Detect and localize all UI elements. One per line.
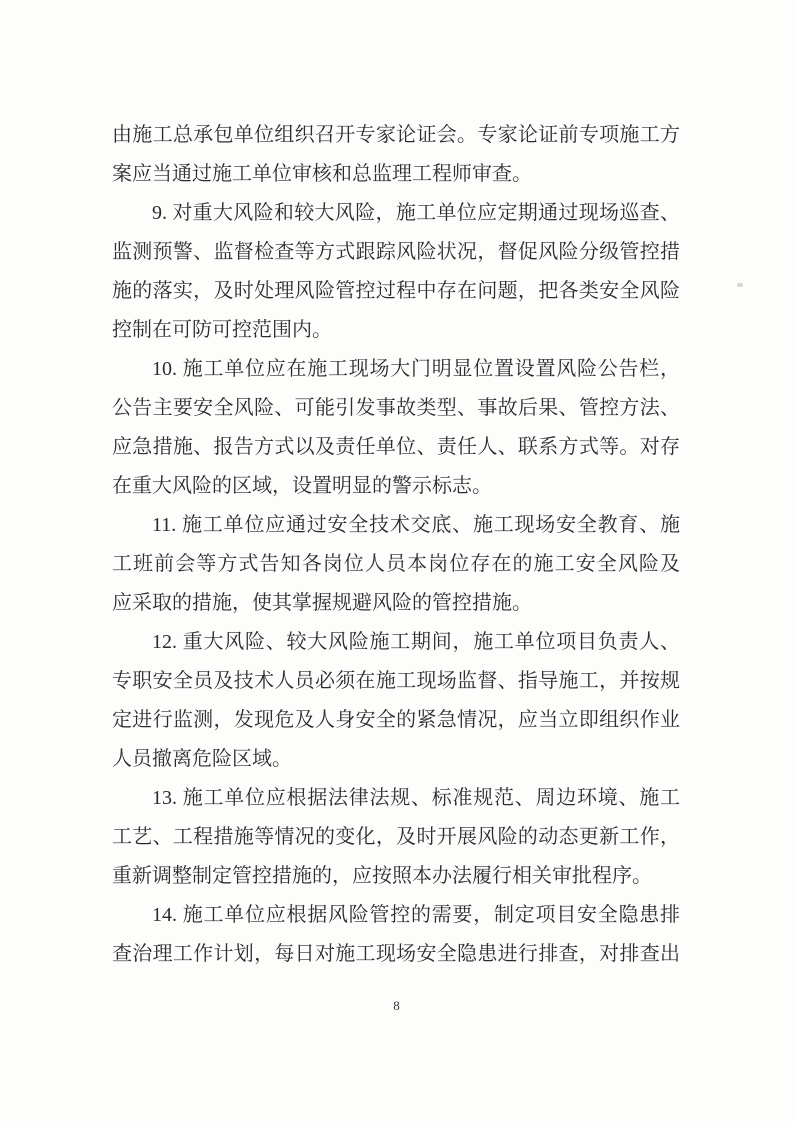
text-line: 由施工总承包单位组织召开专家论证会。专家论证前专项施工方: [112, 124, 680, 146]
scan-artifact: [737, 283, 743, 287]
text-line: 12. 重大风险、较大风险施工期间，施工单位项目负责人、: [152, 631, 680, 653]
text-line: 监测预警、监督检查等方式跟踪风险状况，督促风险分级管控措: [112, 241, 680, 263]
text-line: 公告主要安全风险、可能引发事故类型、事故后果、管控方法、: [112, 397, 680, 419]
text-line: 重新调整制定管控措施的，应按照本办法履行相关审批程序。: [112, 865, 652, 887]
text-line: 9. 对重大风险和较大风险，施工单位应定期通过现场巡查、: [152, 202, 680, 224]
paragraph: [112, 623, 680, 779]
text-line: 专职安全员及技术人员必须在施工现场监督、指导施工，并按规: [112, 670, 680, 692]
text-line: 在重大风险的区域，设置明显的警示标志。: [112, 475, 492, 497]
text-line: 工艺、工程措施等情况的变化，及时开展风险的动态更新工作，: [112, 826, 680, 848]
paragraph: [112, 350, 680, 506]
text-line: 10. 施工单位应在施工现场大门明显位置设置风险公告栏，: [152, 358, 680, 380]
paragraph: [112, 194, 680, 350]
document-body: [112, 116, 680, 974]
paragraph: [112, 779, 680, 896]
text-line: 控制在可防可控范围内。: [112, 319, 332, 341]
text-line: 人员撤离危险区域。: [112, 748, 292, 770]
text-line: 应采取的措施，使其掌握规避风险的管控措施。: [112, 592, 532, 614]
text-line: 11. 施工单位应通过安全技术交底、施工现场安全教育、施: [152, 514, 680, 536]
text-line: 定进行监测，发现危及人身安全的紧急情况，应当立即组织作业: [112, 709, 680, 731]
paragraph: [112, 506, 680, 623]
text-line: 工班前会等方式告知各岗位人员本岗位存在的施工安全风险及: [112, 553, 680, 575]
text-line: 13. 施工单位应根据法律法规、标准规范、周边环境、施工: [152, 787, 680, 809]
paragraph: [112, 116, 680, 194]
text-line: 施的落实，及时处理风险管控过程中存在问题，把各类安全风险: [112, 280, 680, 302]
text-line: 14. 施工单位应根据风险管控的需要，制定项目安全隐患排: [152, 904, 680, 926]
text-line: 案应当通过施工单位审核和总监理工程师审查。: [112, 163, 532, 185]
page-number: 8: [393, 998, 401, 1013]
text-line: 应急措施、报告方式以及责任单位、责任人、联系方式等。对存: [112, 436, 680, 458]
paragraph: [112, 896, 680, 974]
text-line: 查治理工作计划，每日对施工现场安全隐患进行排查，对排查出: [112, 943, 680, 965]
